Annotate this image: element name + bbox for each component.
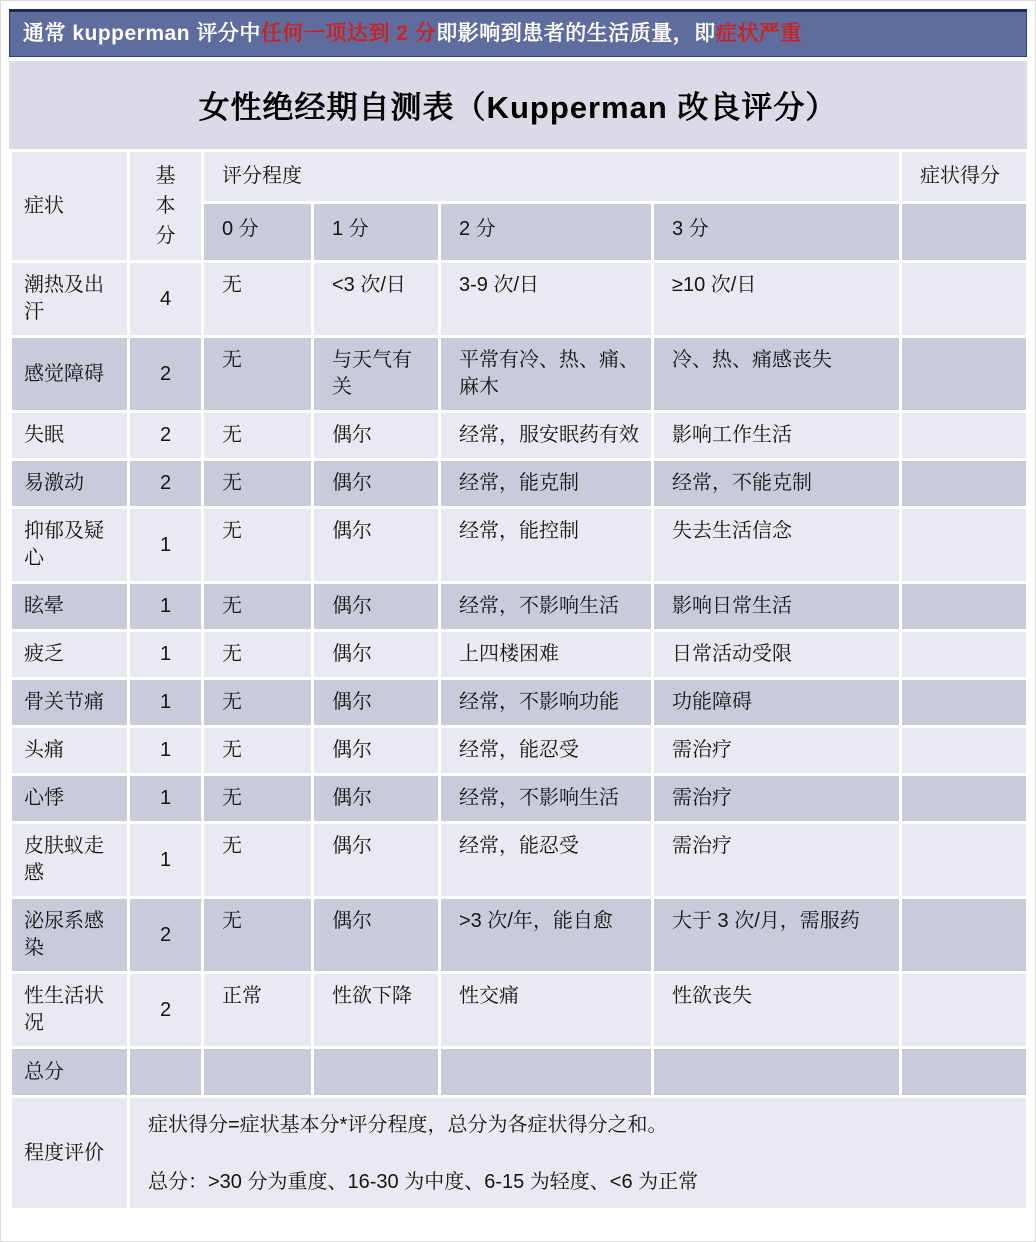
base-score-cell: 1 (130, 584, 201, 629)
symptom-row (12, 509, 1026, 581)
header-row-1 (12, 152, 1026, 201)
level-0-cell: 无 (204, 509, 311, 581)
footer-row (12, 1098, 1026, 1208)
level-1-cell: 偶尔 (314, 509, 438, 581)
level-1-cell: 偶尔 (314, 632, 438, 677)
symptom-score-cell (902, 461, 1026, 506)
level-1-cell: 偶尔 (314, 728, 438, 773)
level-3-cell: 经常，不能克制 (654, 461, 899, 506)
level-0-cell: 无 (204, 584, 311, 629)
symptom-score-cell (902, 680, 1026, 725)
level-1-cell: <3 次/日 (314, 263, 438, 335)
level-2-cell: 上四楼困难 (441, 632, 651, 677)
symptom-row (12, 263, 1026, 335)
header-score-level: 评分程度 (204, 152, 899, 201)
level-3-cell: 影响工作生活 (654, 413, 899, 458)
level-3-cell: 需治疗 (654, 728, 899, 773)
total-empty-cell (204, 1049, 311, 1095)
symptom-row (12, 728, 1026, 773)
top-note-banner (9, 9, 1027, 57)
base-score-cell: 1 (130, 509, 201, 581)
total-label-cell: 总分 (12, 1049, 127, 1095)
level-0-cell: 无 (204, 413, 311, 458)
footer-label-cell: 程度评价 (12, 1098, 127, 1208)
level-0-cell: 无 (204, 263, 311, 335)
symptom-score-cell (902, 899, 1026, 971)
level-1-cell: 偶尔 (314, 824, 438, 896)
level-3-cell: 需治疗 (654, 824, 899, 896)
header-score-0: 0 分 (204, 204, 311, 260)
level-1-cell: 偶尔 (314, 680, 438, 725)
symptom-row (12, 584, 1026, 629)
symptom-row (12, 899, 1026, 971)
level-1-cell: 偶尔 (314, 899, 438, 971)
kupperman-score-table (9, 149, 1029, 1211)
symptom-cell: 泌尿系感染 (12, 899, 127, 971)
level-3-cell: 大于 3 次/月，需服药 (654, 899, 899, 971)
level-1-cell: 偶尔 (314, 776, 438, 821)
banner-highlight-text: 症状严重 (715, 22, 802, 45)
total-empty-cell (441, 1049, 651, 1095)
symptom-row (12, 680, 1026, 725)
base-score-cell: 1 (130, 680, 201, 725)
symptom-cell: 抑郁及疑心 (12, 509, 127, 581)
base-score-cell: 2 (130, 899, 201, 971)
base-score-cell: 1 (130, 776, 201, 821)
level-1-cell: 性欲下降 (314, 974, 438, 1046)
header-symptom: 症状 (12, 152, 127, 260)
header-base-score (130, 152, 201, 260)
level-3-cell: 失去生活信念 (654, 509, 899, 581)
level-0-cell: 无 (204, 776, 311, 821)
level-1-cell: 偶尔 (314, 461, 438, 506)
banner-highlight-text: 任何一项达到 2 分 (260, 22, 437, 45)
total-empty-cell (130, 1049, 201, 1095)
footer-content-cell (130, 1098, 1026, 1208)
symptom-cell: 眩晕 (12, 584, 127, 629)
symptom-row (12, 632, 1026, 677)
level-2-cell: 经常，不影响生活 (441, 584, 651, 629)
level-2-cell: 3-9 次/日 (441, 263, 651, 335)
header-score-1: 1 分 (314, 204, 438, 260)
level-3-cell: 冷、热、痛感丧失 (654, 338, 899, 410)
footer-grading-text: 总分：>30 分为重度、16-30 为中度、6-15 为轻度、<6 为正常 (148, 1171, 699, 1194)
symptom-score-cell (902, 509, 1026, 581)
level-3-cell: 日常活动受限 (654, 632, 899, 677)
level-2-cell: 经常，不影响功能 (441, 680, 651, 725)
level-2-cell: 经常，能忍受 (441, 824, 651, 896)
symptom-score-cell (902, 338, 1026, 410)
symptom-score-cell (902, 776, 1026, 821)
base-score-cell: 4 (130, 263, 201, 335)
level-2-cell: 经常，不影响生活 (441, 776, 651, 821)
level-3-cell: 影响日常生活 (654, 584, 899, 629)
symptom-cell: 皮肤蚁走感 (12, 824, 127, 896)
banner-text: 即影响到患者的生活质量，即 (436, 22, 716, 45)
base-score-cell: 1 (130, 824, 201, 896)
symptom-cell: 易激动 (12, 461, 127, 506)
symptom-row (12, 338, 1026, 410)
total-row (12, 1049, 1026, 1095)
symptom-row (12, 824, 1026, 896)
level-0-cell: 无 (204, 728, 311, 773)
symptom-row (12, 461, 1026, 506)
header-score-3: 3 分 (654, 204, 899, 260)
header-base-score-label: 基本分 (155, 165, 176, 248)
banner-text: 通常 kupperman 评分中 (23, 22, 261, 45)
base-score-cell: 2 (130, 413, 201, 458)
level-3-cell: 性欲丧失 (654, 974, 899, 1046)
level-1-cell: 偶尔 (314, 413, 438, 458)
symptom-score-cell (902, 974, 1026, 1046)
symptom-cell: 头痛 (12, 728, 127, 773)
level-2-cell: >3 次/年，能自愈 (441, 899, 651, 971)
symptom-score-cell (902, 263, 1026, 335)
level-3-cell: 需治疗 (654, 776, 899, 821)
base-score-cell: 2 (130, 338, 201, 410)
level-0-cell: 无 (204, 824, 311, 896)
level-0-cell: 无 (204, 461, 311, 506)
level-2-cell: 性交痛 (441, 974, 651, 1046)
symptom-cell: 心悸 (12, 776, 127, 821)
level-0-cell: 无 (204, 632, 311, 677)
level-3-cell: 功能障碍 (654, 680, 899, 725)
symptom-row (12, 776, 1026, 821)
base-score-cell: 1 (130, 632, 201, 677)
footer-formula-text: 症状得分=症状基本分*评分程度，总分为各症状得分之和。 (148, 1114, 668, 1137)
symptom-row (12, 974, 1026, 1046)
level-2-cell: 经常，能控制 (441, 509, 651, 581)
symptom-cell: 潮热及出汗 (12, 263, 127, 335)
page-title: 女性绝经期自测表（Kupperman 改良评分） (9, 61, 1027, 149)
level-2-cell: 经常，能忍受 (441, 728, 651, 773)
level-1-cell: 偶尔 (314, 584, 438, 629)
symptom-cell: 性生活状况 (12, 974, 127, 1046)
symptom-cell: 骨关节痛 (12, 680, 127, 725)
header-score-empty (902, 204, 1026, 260)
total-score-cell (902, 1049, 1026, 1095)
symptom-score-cell (902, 824, 1026, 896)
symptom-score-cell (902, 584, 1026, 629)
symptom-row (12, 413, 1026, 458)
level-3-cell: ≥10 次/日 (654, 263, 899, 335)
total-empty-cell (654, 1049, 899, 1095)
symptom-cell: 感觉障碍 (12, 338, 127, 410)
base-score-cell: 1 (130, 728, 201, 773)
level-0-cell: 无 (204, 338, 311, 410)
level-2-cell: 经常，服安眠药有效 (441, 413, 651, 458)
header-symptom-score: 症状得分 (902, 152, 1026, 201)
level-2-cell: 平常有冷、热、痛、麻木 (441, 338, 651, 410)
level-1-cell: 与天气有关 (314, 338, 438, 410)
symptom-cell: 疲乏 (12, 632, 127, 677)
level-0-cell: 无 (204, 680, 311, 725)
symptom-score-cell (902, 413, 1026, 458)
symptom-score-cell (902, 632, 1026, 677)
base-score-cell: 2 (130, 461, 201, 506)
header-score-2: 2 分 (441, 204, 651, 260)
total-empty-cell (314, 1049, 438, 1095)
symptom-score-cell (902, 728, 1026, 773)
level-2-cell: 经常，能克制 (441, 461, 651, 506)
base-score-cell: 2 (130, 974, 201, 1046)
symptom-cell: 失眠 (12, 413, 127, 458)
level-0-cell: 无 (204, 899, 311, 971)
level-0-cell: 正常 (204, 974, 311, 1046)
